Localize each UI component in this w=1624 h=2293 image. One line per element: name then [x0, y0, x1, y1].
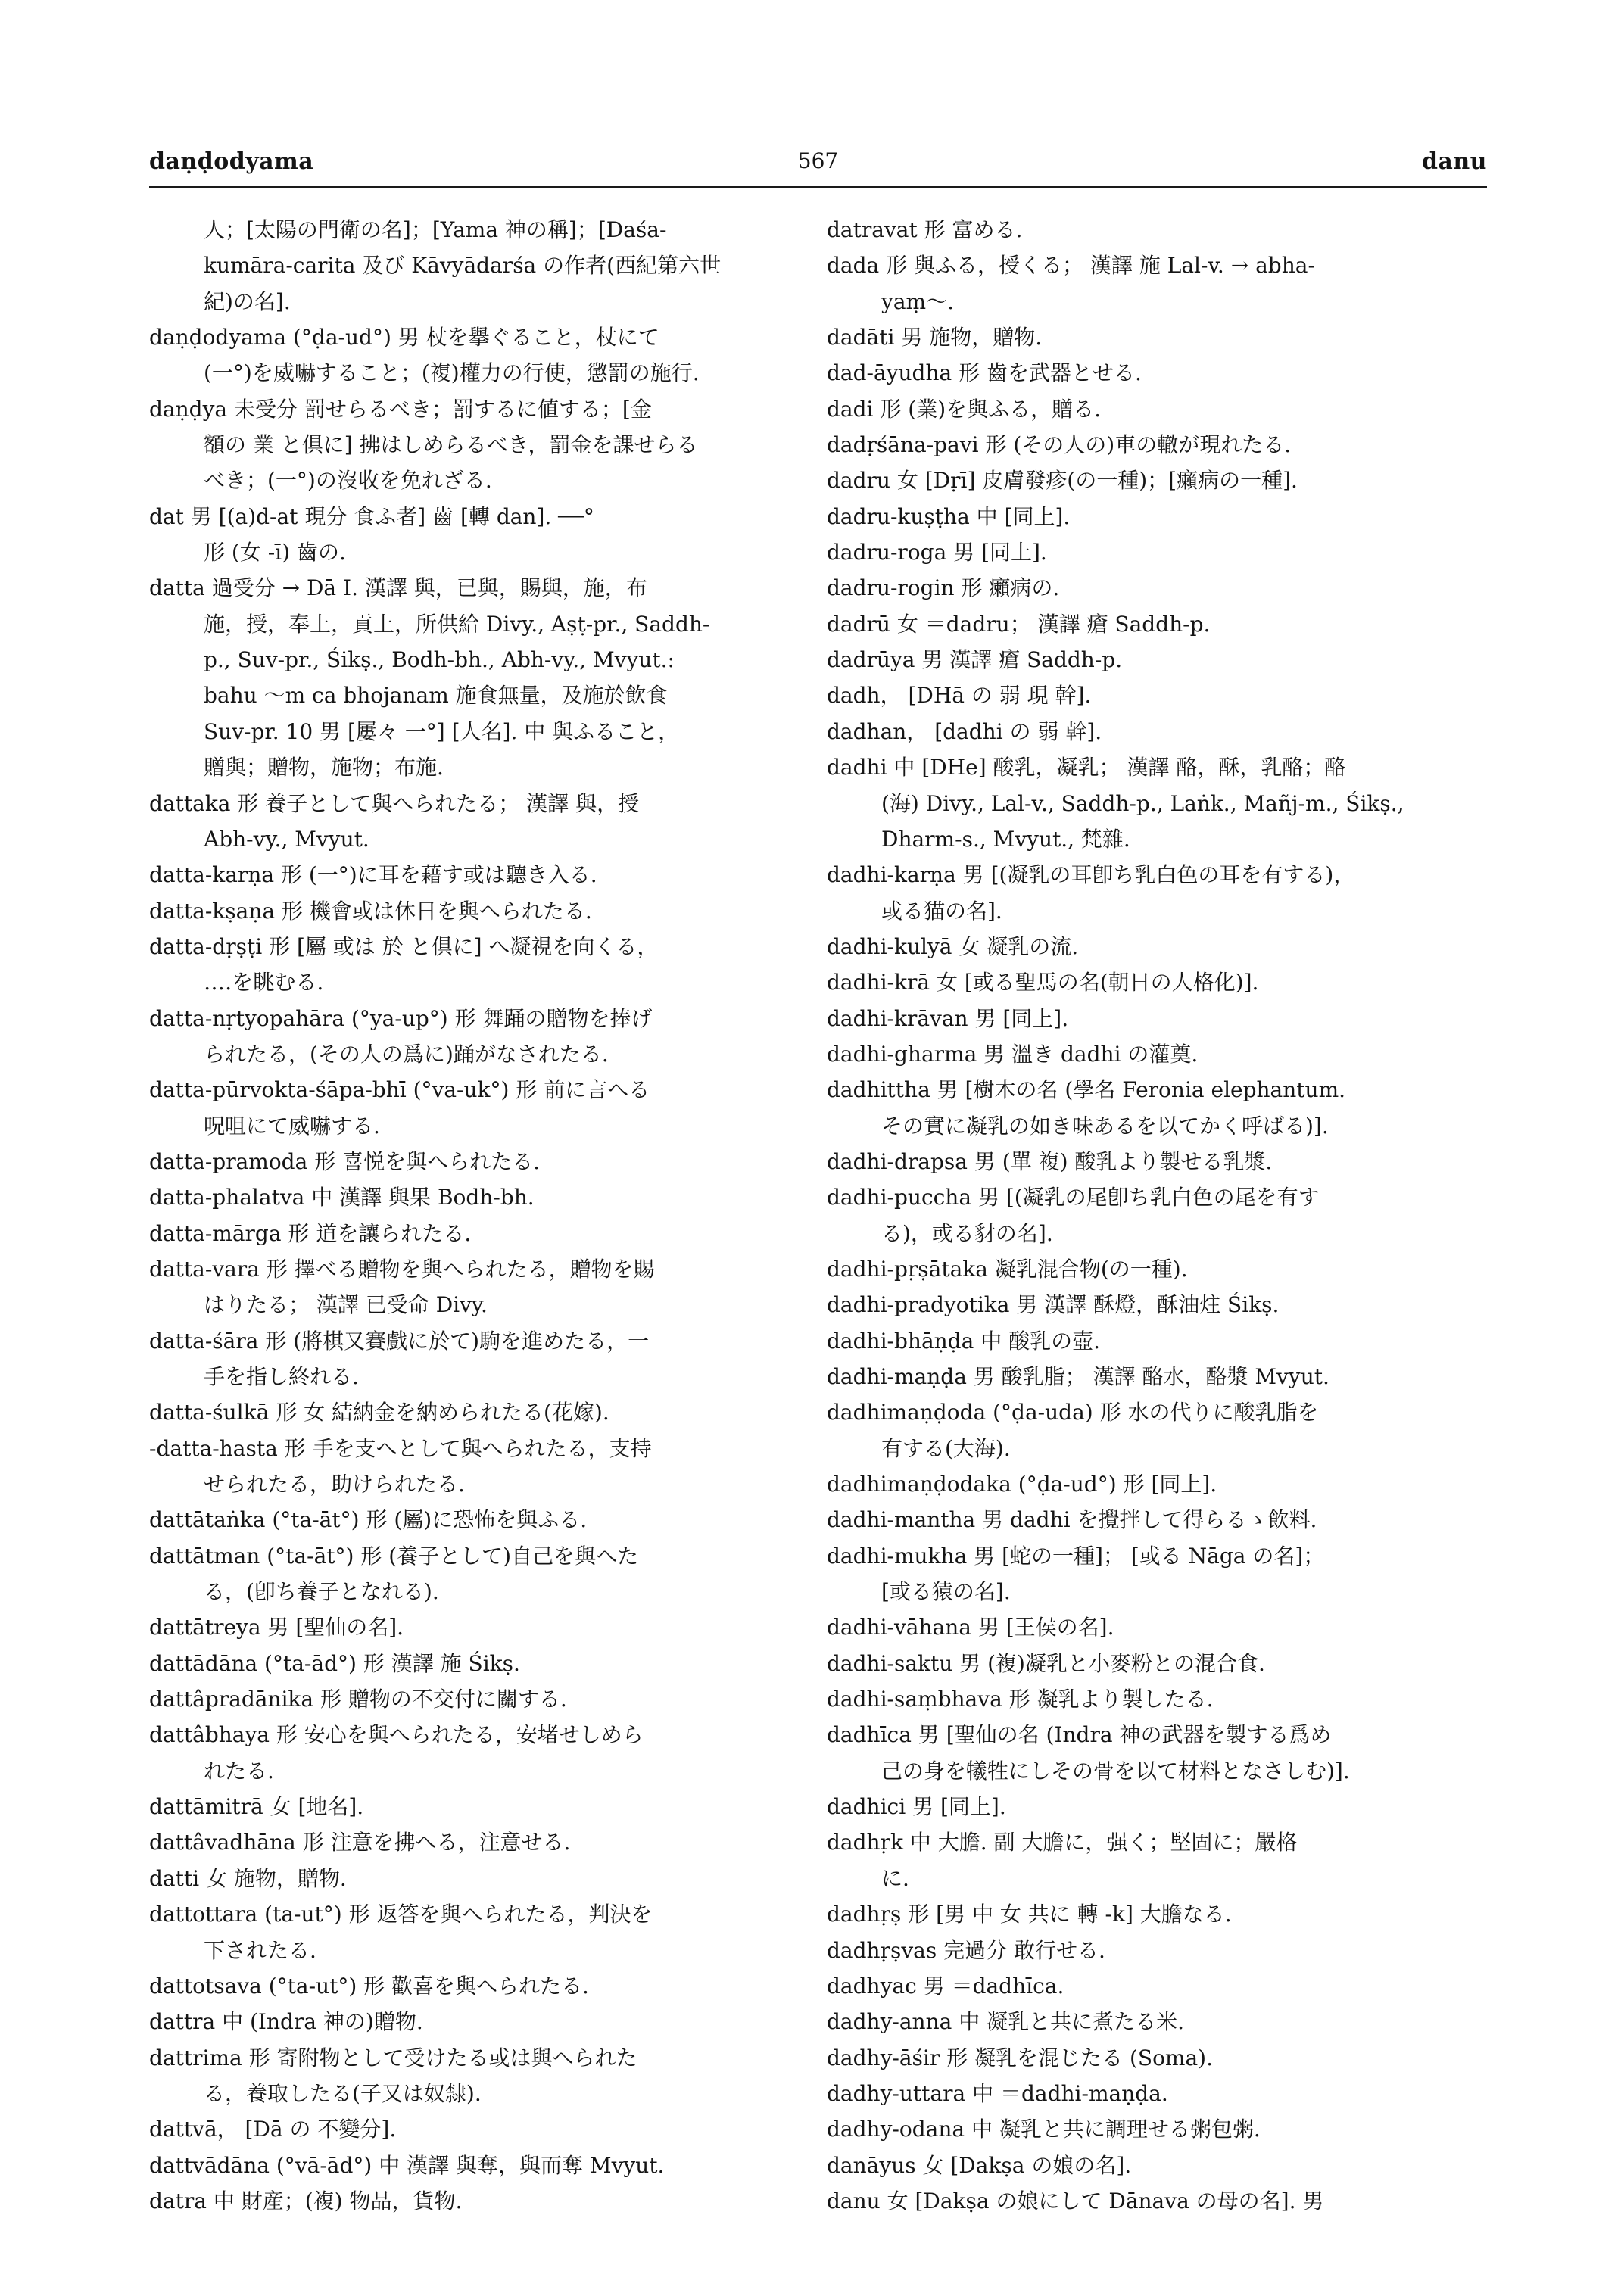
page-header: [149, 148, 1487, 188]
header-rule: [149, 186, 1487, 188]
entry-line: dadhi-maṇḍa 男 酸乳脂； 漢譯 酪水，酪漿 Mvyut.: [827, 1364, 1329, 1389]
entry-line: dadhi-drapsa 男 (單 複) 酸乳より製せる乳漿.: [827, 1148, 1273, 1174]
page-number: 567: [797, 148, 839, 173]
entry-line: dattâpradānika 形 贈物の不交付に關する.: [149, 1687, 567, 1712]
entry-line: dadhy-āśir 形 凝乳を混じたる (Soma).: [827, 2045, 1213, 2070]
entry-line: 施，授，奉上，貢上，所供給 Divy., Aṣṭ-pr., Saddh-: [204, 611, 710, 637]
entry-line: dada 形 與ふる，授くる； 漢譯 施 Lal-v. → abha-: [827, 253, 1315, 279]
entry-line: dadhi-krāvan 男 [同上].: [827, 1005, 1069, 1031]
entry-line: dat 男 [(a)d-at 現分 食ふ者] 齒 [轉 dan]. ──°: [149, 503, 594, 529]
entry-line: (一°)を威嚇すること；(複)權力の行使，懲罰の施行.: [204, 360, 700, 386]
entry-line: datti 女 施物，贈物.: [149, 1865, 347, 1891]
entry-line: dattotsava (°ta-ut°) 形 歡喜を與へられたる.: [149, 1973, 589, 1999]
entry-line: datta-nṛtyopahāra (°ya-up°) 形 舞踊の贈物を捧げ: [149, 1005, 653, 1031]
entry-line: dadhy-odana 中 凝乳と共に調理せる粥包粥.: [827, 2117, 1261, 2142]
entry-line: datta-pramoda 形 喜悦を與へられたる.: [149, 1148, 541, 1174]
entry-line: p., Suv-pr., Śikṣ., Bodh-bh., Abh-vy., Mvyut.:: [204, 647, 675, 673]
entry-line: dadhimaṇḍoda (°ḍa-uda) 形 水の代りに酸乳脂を: [827, 1400, 1319, 1425]
entry-line: dadhi-gharma 男 溫き dadhi の灌奠.: [827, 1041, 1199, 1067]
entry-line: datta-śāra 形 (將棋又賽戲に於て)駒を進めたる，一: [149, 1328, 650, 1354]
entry-line: dattāmitrā 女 [地名].: [149, 1794, 364, 1820]
entry-line: dadhṛk 中 大膽. 副 大膽に，强く；堅固に；嚴格: [827, 1830, 1298, 1855]
entry-line: dadhi-kulyā 女 凝乳の流.: [827, 933, 1079, 959]
entry-line: Dharm-s., Mvyut., 梵雜.: [881, 826, 1130, 852]
entry-line: dadh， [DHā の 弱 現 幹].: [827, 683, 1092, 709]
entry-line: datravat 形 富める.: [827, 217, 1023, 242]
entry-line: 紀)の名].: [204, 288, 291, 314]
entry-line: dadhi-saṃbhava 形 凝乳より製したる.: [827, 1687, 1214, 1712]
entry-line: dattâbhaya 形 安心を與へられたる，安堵せしめら: [149, 1722, 644, 1748]
entry-line: る，養取したる(子又は奴隸).: [204, 2080, 482, 2106]
entry-line: その實に凝乳の如き味あるを以てかく呼ばる)].: [881, 1113, 1329, 1139]
entry-line: dadhy-anna 中 凝乳と共に煮たる米.: [827, 2009, 1185, 2035]
entry-line: dadrūya 男 漢譯 瘡 Saddh-p.: [827, 647, 1123, 673]
entry-line: dadhi 中 [DHe] 酸乳，凝乳； 漢譯 酪，酥，乳酪；酪: [827, 755, 1346, 780]
entry-line: dattaka 形 養子として與へられたる； 漢譯 與，授: [149, 790, 640, 816]
right-column: [827, 212, 1487, 2214]
entry-line: dadhi-mantha 男 dadhi を攪拌して得らるゝ飲料.: [827, 1507, 1317, 1533]
entry-line: daṇḍodyama (°ḍa-ud°) 男 杖を擧ぐること，杖にて: [149, 325, 659, 350]
entry-line: danāyus 女 [Dakṣa の娘の名].: [827, 2152, 1132, 2178]
entry-line: dadhi-pradyotika 男 漢譯 酥燈，酥油炷 Śikṣ.: [827, 1292, 1280, 1318]
entry-line: dattvā， [Dā の 不變分].: [149, 2117, 397, 2142]
entry-line: れたる.: [204, 1758, 274, 1784]
entry-line: 額の 業 と倶に] 拂はしめらるべき，罰金を課せらる: [204, 432, 698, 458]
entry-line: [或る猿の名].: [881, 1579, 1011, 1605]
entry-line: 手を指し終れる.: [204, 1364, 359, 1389]
entry-line: dattvādāna (°vā-ād°) 中 漢譯 與奪，與而奪 Mvyut.: [149, 2152, 665, 2178]
entry-line: られたる，(その人の爲に)踊がなされたる.: [204, 1041, 609, 1067]
entry-line: dadhi-karṇa 男 [(凝乳の耳卽ち乳白色の耳を有する)，: [827, 862, 1355, 888]
entry-line: Suv-pr. 10 男 [屢々 一°] [人名]. 中 與ふること，: [204, 718, 680, 744]
entry-line: kumāra-carita 及び Kāvyādarśa の作者(西紀第六世: [204, 253, 722, 279]
entry-line: に.: [881, 1865, 909, 1891]
entry-line: bahu ～m ca bhojanam 施食無量，及施於飲食: [204, 683, 668, 709]
entry-line: dattâvadhāna 形 注意を拂へる，注意せる.: [149, 1830, 571, 1855]
entry-line: danu 女 [Dakṣa の娘にして Dānava の母の名]. 男: [827, 2188, 1324, 2214]
entry-line: dadhy-uttara 中 ＝dadhi-maṇḍa.: [827, 2080, 1168, 2106]
entry-line: datta-mārga 形 道を讓られたる.: [149, 1220, 472, 1246]
entry-line: dattātaṅka (°ta-āt°) 形 (屬)に恐怖を與ふる.: [149, 1507, 588, 1533]
entry-line: dadhi-puccha 男 [(凝乳の尾卽ち乳白色の尾を有す: [827, 1185, 1320, 1210]
entry-line: 人；[太陽の門衛の名]；[Yama 神の稱]；[Daśa-: [204, 217, 667, 242]
entry-line: dadru-rogin 形 癩病の.: [827, 575, 1060, 601]
entry-line: Abh-vy., Mvyut.: [204, 826, 369, 852]
entry-line: dattādāna (°ta-ād°) 形 漢譯 施 Śikṣ.: [149, 1650, 520, 1676]
entry-line: (海) Divy., Lal-v., Saddh-p., Laṅk., Mañj-m., Śikṣ.,: [881, 790, 1404, 816]
entry-line: dadru-roga 男 [同上].: [827, 540, 1047, 565]
entry-line: dadhīca 男 [聖仙の名 (Indra 神の武器を製する爲め: [827, 1722, 1332, 1748]
entry-line: dattottara (ta-ut°) 形 返答を與へられたる，判決を: [149, 1902, 653, 1927]
entry-line: -datta-hasta 形 手を支へとして與へられたる，支持: [149, 1435, 652, 1461]
entry-line: 形 (女 -ī) 齒の.: [204, 540, 346, 565]
entry-line: 呪咀にて威嚇する.: [204, 1113, 380, 1139]
entry-line: dadhimaṇḍodaka (°ḍa-ud°) 形 [同上].: [827, 1472, 1217, 1497]
entry-line: べき；(一°)の沒收を免れざる.: [204, 468, 492, 494]
entry-line: 有する(大海).: [881, 1435, 1011, 1461]
entry-line: dad-āyudha 形 齒を武器とせる.: [827, 360, 1142, 386]
entry-line: dadhi-vāhana 男 [王侯の名].: [827, 1615, 1114, 1640]
entry-line: dadṛśāna-pavi 形 (その人の)車の轍が現れたる.: [827, 432, 1292, 458]
entry-line: 或る猫の名].: [881, 898, 1002, 924]
entry-line: dattra 中 (Indra 神の)贈物.: [149, 2009, 423, 2035]
entry-line: yaṃ～.: [881, 288, 954, 314]
entry-line: dadhi-saktu 男 (複)凝乳と小麥粉との混合食.: [827, 1650, 1265, 1676]
entry-line: dadāti 男 施物，贈物.: [827, 325, 1043, 350]
entry-line: る，(卽ち養子となれる).: [204, 1579, 439, 1605]
entry-line: dadhṛṣ 形 [男 中 女 共に 轉 -k] 大膽なる.: [827, 1902, 1232, 1927]
entry-line: 己の身を犧牲にしその骨を以て材料となさしむ)].: [881, 1758, 1350, 1784]
entry-line: dadhici 男 [同上].: [827, 1794, 1006, 1820]
entry-line: 贈與；贈物，施物；布施.: [204, 755, 444, 780]
entry-line: る)，或る豺の名].: [881, 1220, 1053, 1246]
entry-line: datta-vara 形 擇べる贈物を與へられたる，贈物を賜: [149, 1256, 655, 1282]
entry-line: dadrū 女 ＝dadru； 漢譯 瘡 Saddh-p.: [827, 611, 1211, 637]
entry-line: dadru 女 [Dṛī] 皮膚發疹(の一種)；[癩病の一種].: [827, 468, 1298, 494]
entry-line: dattrima 形 寄附物として受けたる或は與へられた: [149, 2045, 637, 2070]
entry-line: datta-śulkā 形 女 結納金を納められたる(花嫁).: [149, 1400, 609, 1425]
entry-line: datta-kṣaṇa 形 機會或は休日を與へられたる.: [149, 898, 592, 924]
entry-line: datta-karṇa 形 (一°)に耳を藉す或は聽き入る.: [149, 862, 597, 888]
entry-line: dadhi-mukha 男 [蛇の一種]； [或る Nāga の名]；: [827, 1543, 1325, 1569]
entry-line: datta-phalatva 中 漢譯 與果 Bodh-bh.: [149, 1185, 535, 1210]
entry-line: daṇḍya 未受分 罰せらるべき；罰するに値する；[金: [149, 396, 652, 422]
entry-line: ‥‥を眺むる.: [204, 970, 324, 995]
header-left-headword: daṇḍodyama: [149, 148, 314, 175]
entry-line: datta-dṛṣṭi 形 [屬 或は 於 と倶に] へ凝視を向くる，: [149, 933, 659, 959]
entry-line: dadru-kuṣṭha 中 [同上].: [827, 503, 1071, 529]
entry-line: せられたる，助けられたる.: [204, 1472, 465, 1497]
entry-line: dattātman (°ta-āt°) 形 (養子として)自己を與へた: [149, 1543, 639, 1569]
entry-line: dadhṛṣvas 完過分 敢行せる.: [827, 1937, 1105, 1963]
entry-line: dadhi-krā 女 [或る聖馬の名(朝日の人格化)].: [827, 970, 1259, 995]
entry-line: 下されたる.: [204, 1937, 316, 1963]
entry-line: datta 過受分 → Dā I. 漢譯 與，已與，賜與，施，布: [149, 575, 647, 601]
entry-line: dadhi-bhāṇḍa 中 酸乳の壺.: [827, 1328, 1100, 1354]
entry-line: datra 中 財産；(複) 物品，貨物.: [149, 2188, 463, 2214]
left-column: [149, 212, 809, 2214]
entry-line: dadhi-pṛṣātaka 凝乳混合物(の一種).: [827, 1256, 1188, 1282]
entry-line: dadi 形 (業)を與ふる，贈る.: [827, 396, 1102, 422]
entry-line: dadhyac 男 ＝dadhīca.: [827, 1973, 1064, 1999]
entry-line: dadhittha 男 [樹木の名 (學名 Feronia elephantum.: [827, 1077, 1346, 1103]
entry-line: dadhan， [dadhi の 弱 幹].: [827, 718, 1102, 744]
header-right-headword: danu: [1421, 148, 1487, 175]
entry-line: datta-pūrvokta-śāpa-bhī (°va-uk°) 形 前に言へる: [149, 1077, 650, 1103]
entry-line: dattātreya 男 [聖仙の名].: [149, 1615, 404, 1640]
entry-line: はりたる； 漢譯 已受命 Divy.: [204, 1292, 488, 1318]
